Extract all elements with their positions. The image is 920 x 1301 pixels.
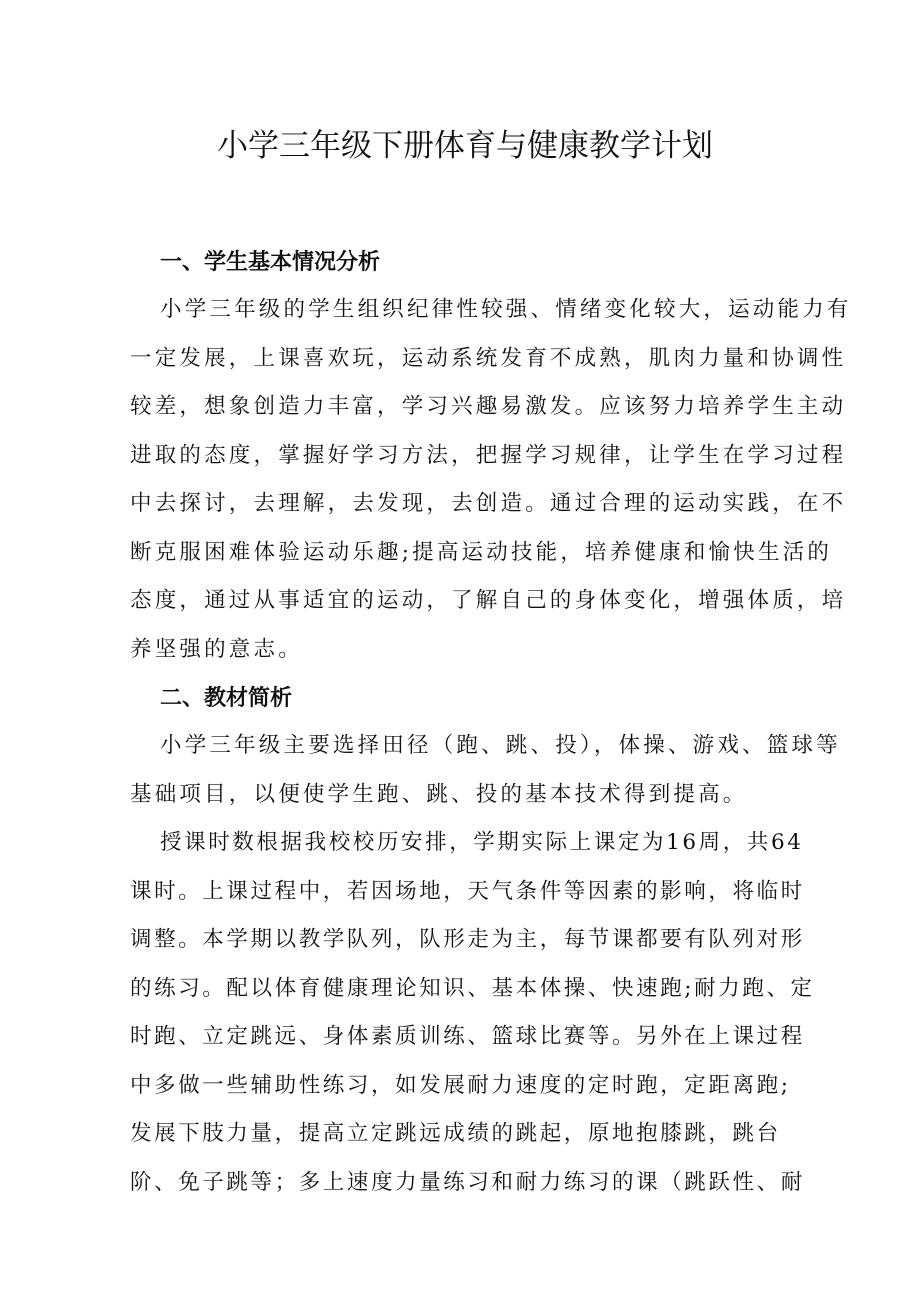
paragraph-materials-overview bbox=[130, 722, 841, 819]
paragraph-line: 中去探讨，去理解，去发现，去创造。通过合理的运动实践，在不 bbox=[130, 491, 847, 516]
section-heading-materials: 二、教材简析 bbox=[160, 686, 293, 711]
paragraph-line: 小学三年级的学生组织纪律性较强、情绪变化较大，运动能力有 bbox=[160, 297, 852, 322]
paragraph-teaching-schedule bbox=[130, 819, 815, 1207]
paragraph-line: 断克服困难体验运动乐趣;提高运动技能，培养健康和愉快生活的 bbox=[130, 539, 833, 565]
paragraph-line: 养坚强的意志。 bbox=[130, 636, 303, 662]
paragraph-student-analysis bbox=[130, 286, 852, 674]
paragraph-line: 中多做一些辅助性练习，如发展耐力速度的定时跑，定距离跑; bbox=[130, 1072, 791, 1098]
paragraph-line: 调整。本学期以教学队列，队形走为主，每节课都要有队列对形 bbox=[130, 927, 805, 952]
document-title: 小学三年级下册体育与健康教学计划 bbox=[217, 128, 713, 164]
paragraph-line: 一定发展，上课喜欢玩，运动系统发育不成熟，肌肉力量和协调性 bbox=[130, 345, 847, 371]
paragraph-line: 小学三年级主要选择田径（跑、跳、投），体操、游戏、篮球等 bbox=[160, 733, 841, 758]
paragraph-line: 时跑、立定跳远、身体素质训练、篮球比赛等。另外在上课过程 bbox=[130, 1024, 805, 1049]
paragraph-line: 态度，通过从事适宜的运动，了解自己的身体变化，增强体质，培 bbox=[130, 588, 847, 613]
paragraph-line: 阶、免子跳等；多上速度力量练习和耐力练习的课（跳跃性、耐 bbox=[130, 1169, 805, 1195]
paragraph-line: 的练习。配以体育健康理论知识、基本体操、快速跑;耐力跑、定 bbox=[130, 975, 815, 1001]
paragraph-line: 发展下肢力量，提高立定跳远成绩的跳起，原地抱膝跳，跳台 bbox=[130, 1121, 781, 1146]
section-heading-student-analysis: 一、学生基本情况分析 bbox=[160, 250, 381, 275]
paragraph-line: 基础项目，以便使学生跑、跳、投的基本技术得到提高。 bbox=[130, 781, 748, 807]
paragraph-line: 进取的态度，掌握好学习方法，把握学习规律，让学生在学习过程 bbox=[130, 442, 847, 468]
paragraph-line: 课时。上课过程中，若因场地，天气条件等因素的影响，将临时 bbox=[130, 878, 805, 904]
paragraph-line: 授课时数根据我校校历安排，学期实际上课定为16周，共64 bbox=[160, 830, 804, 855]
paragraph-line: 较差，想象创造力丰富，学习兴趣易激发。应该努力培养学生主动 bbox=[130, 394, 847, 419]
